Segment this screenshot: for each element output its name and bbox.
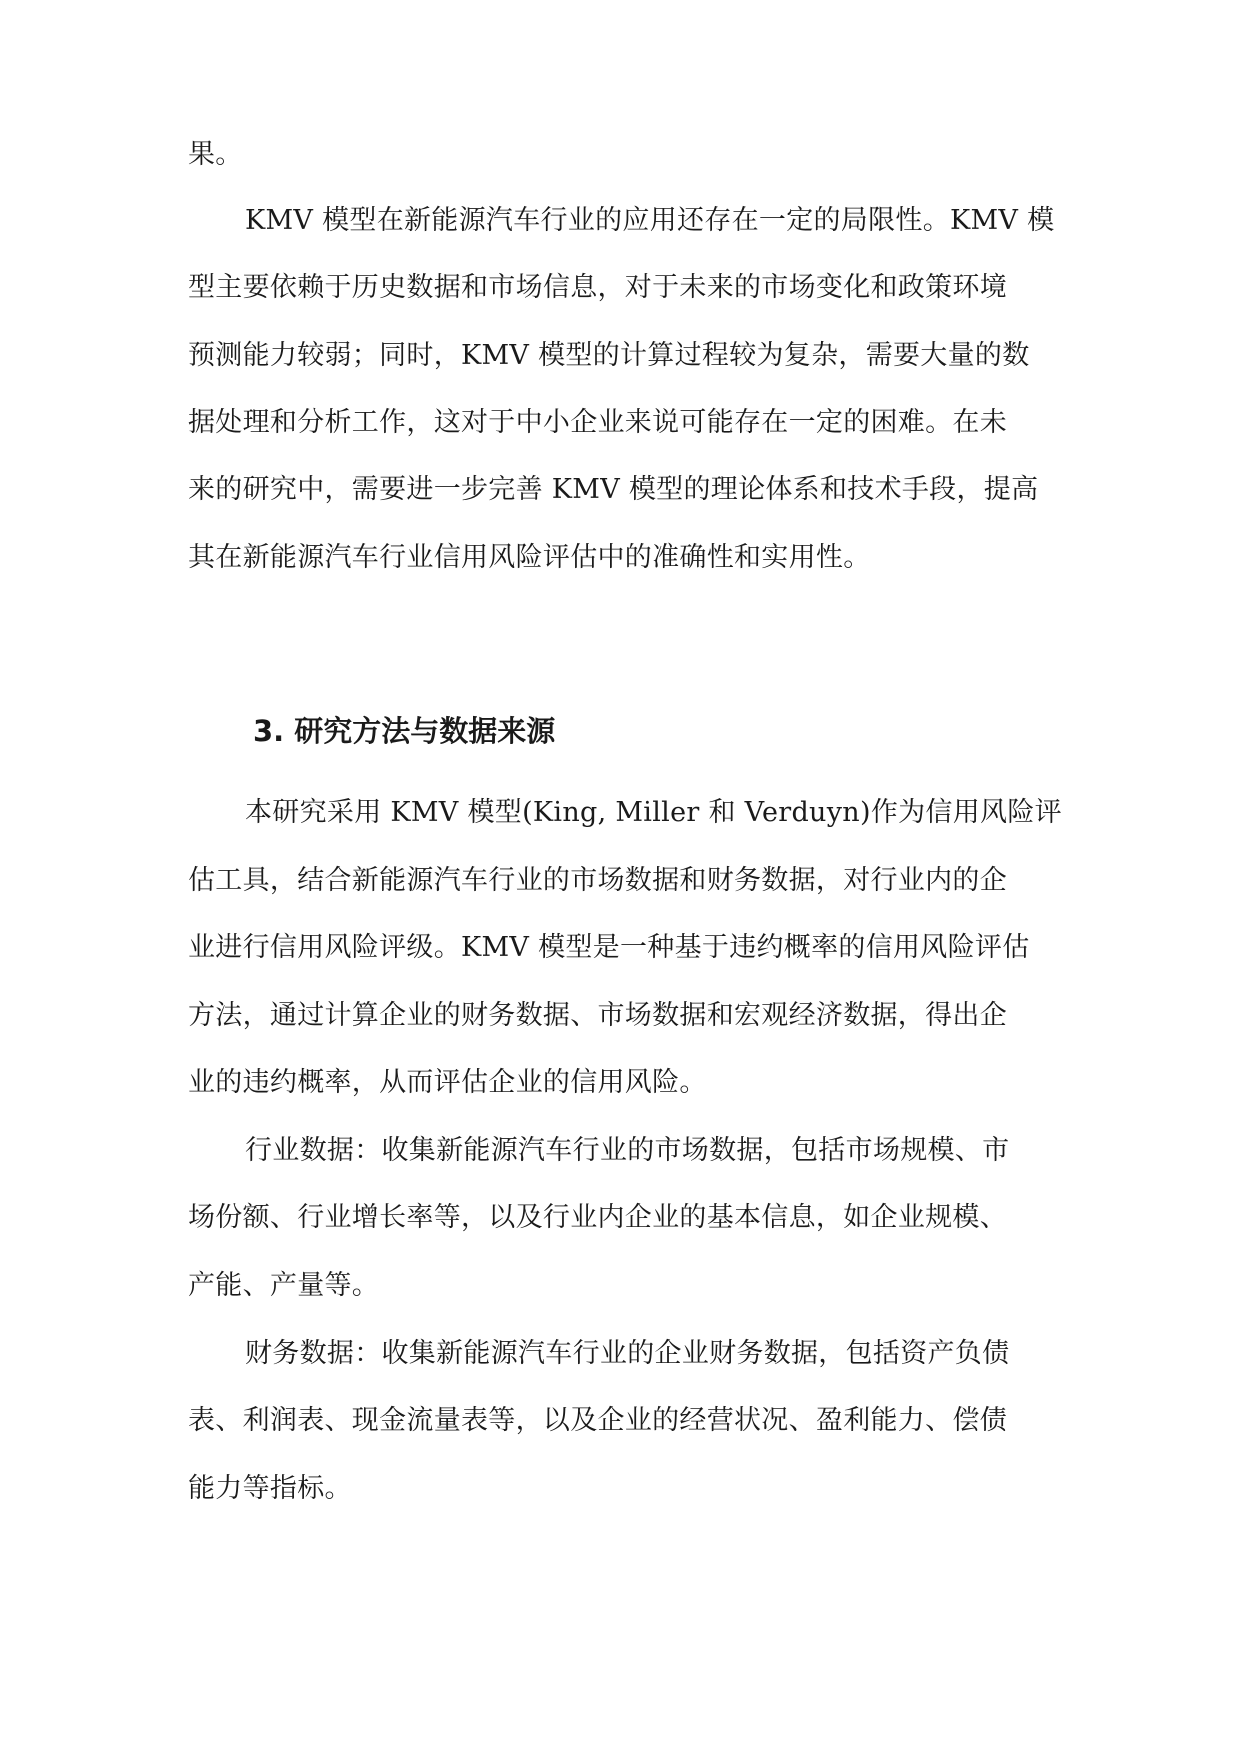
paragraph-line: 据处理和分析工作，这对于中小企业来说可能存在一定的困难。在未 bbox=[188, 407, 1007, 438]
paragraph-line: 来的研究中，需要进一步完善 KMV 模型的理论体系和技术手段，提高 bbox=[188, 474, 1039, 505]
paragraph-line: 财务数据：收集新能源汽车行业的企业财务数据，包括资产负债 bbox=[245, 1338, 1010, 1369]
paragraph-line: 果。 bbox=[188, 139, 243, 170]
paragraph-line: 本研究采用 KMV 模型(King, Miller 和 Verduyn)作为信用风险评 bbox=[245, 797, 1062, 828]
paragraph-line: KMV 模型在新能源汽车行业的应用还存在一定的局限性。KMV 模 bbox=[245, 205, 1055, 236]
section-heading: 3. 研究方法与数据来源 bbox=[253, 714, 556, 748]
paragraph-line: 业进行信用风险评级。KMV 模型是一种基于违约概率的信用风险评估 bbox=[188, 932, 1030, 963]
paragraph-line: 型主要依赖于历史数据和市场信息，对于未来的市场变化和政策环境 bbox=[188, 272, 1007, 303]
paragraph-line: 预测能力较弱；同时，KMV 模型的计算过程较为复杂，需要大量的数 bbox=[188, 340, 1030, 371]
paragraph-line: 表、利润表、现金流量表等，以及企业的经营状况、盈利能力、偿债 bbox=[188, 1405, 1007, 1436]
paragraph-line: 产能、产量等。 bbox=[188, 1270, 380, 1301]
paragraph-line: 估工具，结合新能源汽车行业的市场数据和财务数据，对行业内的企 bbox=[188, 865, 1007, 896]
paragraph-line: 其在新能源汽车行业信用风险评估中的准确性和实用性。 bbox=[188, 542, 871, 573]
paragraph-line: 能力等指标。 bbox=[188, 1473, 352, 1504]
paragraph-line: 方法，通过计算企业的财务数据、市场数据和宏观经济数据，得出企 bbox=[188, 1000, 1007, 1031]
paragraph-line: 业的违约概率，从而评估企业的信用风险。 bbox=[188, 1067, 707, 1098]
paragraph-line: 行业数据：收集新能源汽车行业的市场数据，包括市场规模、市 bbox=[245, 1135, 1010, 1166]
paragraph-line: 场份额、行业增长率等，以及行业内企业的基本信息，如企业规模、 bbox=[188, 1202, 1007, 1233]
